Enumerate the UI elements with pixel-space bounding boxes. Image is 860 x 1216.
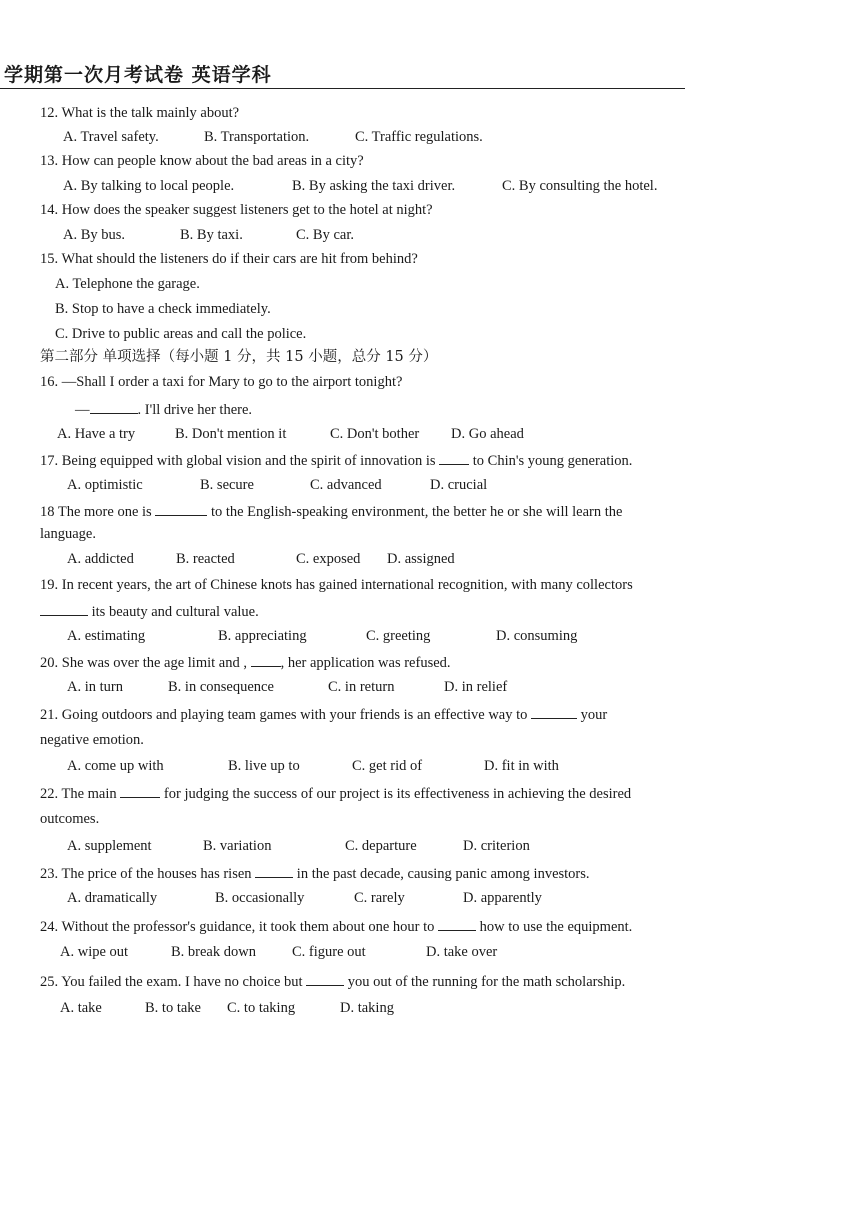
question-25-stem-post: you out of the running for the math scholarship.	[347, 974, 626, 990]
question-16-dash: —	[75, 402, 90, 418]
answer-blank	[439, 450, 469, 465]
question-22-stem-pre: 22. The main	[40, 786, 117, 802]
question-22-option-d: D. criterion	[463, 838, 530, 854]
question-16-stem: 16. —Shall I order a taxi for Mary to go to the airport tonight?	[40, 374, 403, 390]
question-12-option-a: A. Travel safety.	[63, 129, 159, 145]
question-17-stem-pre: 17. Being equipped with global vision and the spirit of innovation is	[40, 453, 436, 469]
answer-blank	[306, 971, 344, 986]
question-25-option-a: A. take	[60, 1000, 102, 1016]
question-21-option-d: D. fit in with	[484, 758, 559, 774]
question-18-stem-pre: 18 The more one is	[40, 504, 152, 520]
question-22-option-b: B. variation	[203, 838, 272, 854]
question-23-stem-post: in the past decade, causing panic among investors.	[296, 866, 590, 882]
question-24-option-d: D. take over	[426, 944, 498, 960]
question-18-stem-line2: language.	[40, 526, 96, 542]
question-24-option-c: C. figure out	[292, 944, 366, 960]
question-16-option-b: B. Don't mention it	[175, 426, 287, 442]
question-23-option-a: A. dramatically	[67, 890, 158, 906]
question-13-option-b: B. By asking the taxi driver.	[292, 178, 456, 194]
question-24-stem	[40, 916, 632, 936]
question-15-option-b: B. Stop to have a check immediately.	[55, 301, 271, 317]
page-header	[0, 58, 685, 89]
question-24-option-b: B. break down	[171, 944, 256, 960]
question-18-option-b: B. reacted	[176, 551, 235, 567]
question-17-option-d: D. crucial	[430, 477, 488, 493]
question-24-option-a: A. wipe out	[60, 944, 129, 960]
answer-blank	[120, 783, 160, 798]
question-12-option-c: C. Traffic regulations.	[355, 129, 483, 145]
question-23-stem-pre: 23. The price of the houses has risen	[40, 866, 252, 882]
question-12-stem: 12. What is the talk mainly about?	[40, 105, 240, 121]
question-19-stem-line2	[40, 601, 259, 621]
answer-blank	[438, 916, 476, 931]
question-14-stem: 14. How does the speaker suggest listeners get to the hotel at night?	[40, 202, 433, 218]
question-23-option-b: B. occasionally	[215, 890, 305, 906]
question-16-reply-text: . I'll drive her there.	[137, 402, 253, 418]
answer-blank	[531, 704, 577, 719]
question-18-stem	[40, 501, 622, 521]
question-18-option-a: A. addicted	[67, 551, 134, 567]
question-23-stem	[40, 863, 590, 883]
question-17-option-c: C. advanced	[310, 477, 382, 493]
question-20-option-d: D. in relief	[444, 679, 508, 695]
answer-blank	[40, 601, 88, 616]
section-2-heading: 第二部分 单项选择（每小题 1 分，共 15 小题，总分 15 分）	[40, 349, 438, 365]
question-25-stem	[40, 971, 625, 991]
question-25-option-d: D. taking	[340, 1000, 394, 1016]
question-20-stem-post: , her application was refused.	[280, 655, 451, 671]
question-15-option-a: A. Telephone the garage.	[55, 276, 200, 292]
question-21-stem-line2: negative emotion.	[40, 732, 144, 748]
question-21-option-c: C. get rid of	[352, 758, 423, 774]
question-21-option-a: A. come up with	[67, 758, 164, 774]
question-22-stem-line2: outcomes.	[40, 811, 100, 827]
question-21-stem-post: your	[580, 707, 608, 723]
question-18-option-c: C. exposed	[296, 551, 361, 567]
question-18-stem-post: to the English-speaking environment, the better he or she will learn the	[210, 504, 623, 520]
question-25-stem-pre: 25. You failed the exam. I have no choice but	[40, 974, 303, 990]
question-22-stem-post: for judging the success of our project is its effectiveness in achieving the desired	[163, 786, 632, 802]
answer-blank	[90, 399, 138, 414]
question-17-option-a: A. optimistic	[67, 477, 143, 493]
question-17-stem-post: to Chin's young generation.	[472, 453, 633, 469]
question-25-option-b: B. to take	[145, 1000, 201, 1016]
question-19-stem: 19. In recent years, the art of Chinese knots has gained international recognition, with many collectors	[40, 577, 633, 593]
question-18-option-d: D. assigned	[387, 551, 455, 567]
question-22-option-a: A. supplement	[67, 838, 152, 854]
answer-blank	[155, 501, 207, 516]
question-20-stem	[40, 652, 451, 672]
question-21-option-b: B. live up to	[228, 758, 300, 774]
question-13-stem: 13. How can people know about the bad areas in a city?	[40, 153, 364, 169]
question-15-stem: 15. What should the listeners do if their cars are hit from behind?	[40, 251, 418, 267]
question-19-option-c: C. greeting	[366, 628, 431, 644]
question-16-option-c: C. Don't bother	[330, 426, 420, 442]
question-14-option-a: A. By bus.	[63, 227, 126, 243]
question-19-option-a: A. estimating	[67, 628, 146, 644]
question-17-option-b: B. secure	[200, 477, 254, 493]
question-22-stem	[40, 783, 631, 803]
answer-blank	[255, 863, 293, 878]
question-19-option-d: D. consuming	[496, 628, 578, 644]
question-21-stem-pre: 21. Going outdoors and playing team games with your friends is an effective way to	[40, 707, 528, 723]
question-23-option-c: C. rarely	[354, 890, 405, 906]
question-14-option-c: C. By car.	[296, 227, 354, 243]
question-23-option-d: D. apparently	[463, 890, 542, 906]
question-20-option-c: C. in return	[328, 679, 395, 695]
question-20-option-b: B. in consequence	[168, 679, 274, 695]
question-16-option-a: A. Have a try	[57, 426, 136, 442]
question-16-reply	[75, 399, 252, 419]
question-12-option-b: B. Transportation.	[204, 129, 310, 145]
answer-blank	[251, 652, 281, 667]
question-16-option-d: D. Go ahead	[451, 426, 524, 442]
question-19-option-b: B. appreciating	[218, 628, 307, 644]
question-20-stem-pre: 20. She was over the age limit and ,	[40, 655, 247, 671]
question-13-option-a: A. By talking to local people.	[63, 178, 235, 194]
question-21-stem	[40, 704, 607, 724]
question-19-stem-post: its beauty and cultural value.	[91, 604, 259, 620]
question-24-stem-post: how to use the equipment.	[479, 919, 633, 935]
exam-title: 学期第一次月考试卷 英语学科	[4, 64, 272, 86]
question-25-option-c: C. to taking	[227, 1000, 296, 1016]
question-15-option-c: C. Drive to public areas and call the police.	[55, 326, 307, 342]
question-14-option-b: B. By taxi.	[180, 227, 243, 243]
question-13-option-c: C. By consulting the hotel.	[502, 178, 658, 194]
question-24-stem-pre: 24. Without the professor's guidance, it took them about one hour to	[40, 919, 435, 935]
question-20-option-a: A. in turn	[67, 679, 123, 695]
question-22-option-c: C. departure	[345, 838, 417, 854]
question-17-stem	[40, 450, 632, 470]
